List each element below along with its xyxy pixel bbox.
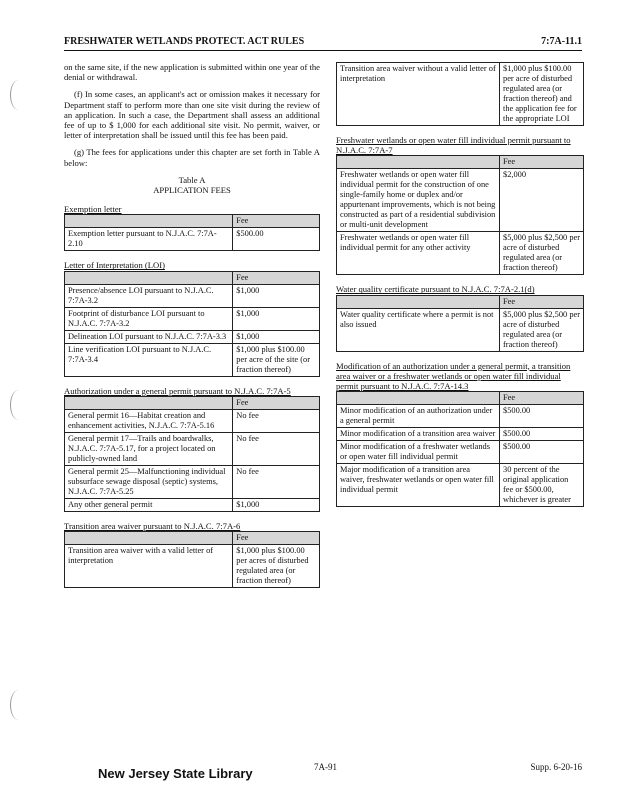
fee-table: [64, 531, 320, 588]
fee-amount: $1,000: [233, 307, 320, 330]
fee-section-title: Freshwater wetlands or open water fill individual permit pursuant to N.J.A.C. 7:7A-7: [336, 135, 571, 156]
fee-item: General permit 25—Malfunctioning individual subsurface sewage disposal (septic) systems, N.J.A.C. 7:7A-5.25: [65, 465, 233, 498]
fee-row: [337, 464, 584, 507]
fee-table: [336, 295, 584, 352]
fee-item: Transition area waiver without a valid letter of interpretation: [337, 63, 500, 126]
fee-row: [337, 405, 584, 428]
right-fee-sections: [336, 135, 584, 507]
fee-row: [337, 428, 584, 441]
fee-row: [65, 343, 320, 376]
fee-amount: $1,000: [233, 498, 320, 511]
fee-amount: No fee: [233, 409, 320, 432]
fee-header-blank: [65, 215, 233, 228]
fee-item: Line verification LOI pursuant to N.J.A.C. 7:7A-3.4: [65, 343, 233, 376]
fee-item: Minor modification of an authorization under a general permit: [337, 405, 500, 428]
continued-fee-table: [336, 62, 584, 126]
fee-table: [64, 396, 320, 512]
fee-row: [337, 232, 584, 275]
fee-table: [336, 155, 584, 275]
fee-section-title: Exemption letter: [64, 204, 122, 215]
fee-table: [64, 214, 320, 251]
table-subtitle: APPLICATION FEES: [153, 185, 231, 196]
paragraph-g: (g) The fees for applications under this chapter are set forth in Table A below:: [64, 147, 320, 168]
fee-row: [65, 465, 320, 498]
fee-section-title: Letter of Interpretation (LOI): [64, 260, 165, 271]
fee-row: [65, 284, 320, 307]
fee-header-blank: [65, 271, 233, 284]
supplement-date: Supp. 6-20-16: [530, 762, 582, 772]
fee-amount: $5,000 plus $2,500 per acre of disturbed regulated area (or fraction thereof): [500, 232, 584, 275]
fee-item: Exemption letter pursuant to N.J.A.C. 7:7A-2.10: [65, 228, 233, 251]
fee-item: Freshwater wetlands or open water fill individual permit for any other activity: [337, 232, 500, 275]
fee-header: Fee: [233, 396, 320, 409]
fee-row: [65, 409, 320, 432]
header-title: FRESHWATER WETLANDS PROTECT. ACT RULES: [64, 36, 305, 47]
left-column: [64, 62, 320, 588]
binder-hole-mark: [10, 80, 27, 110]
fee-header: Fee: [500, 295, 584, 308]
fee-section-title: Authorization under a general permit pursuant to N.J.A.C. 7:7A-5: [64, 385, 291, 396]
fee-item: Major modification of a transition area waiver, freshwater wetlands or open water fill individual permit: [337, 464, 500, 507]
fee-amount: $1,000: [233, 284, 320, 307]
fee-header: Fee: [500, 392, 584, 405]
fee-section-title: Water quality certificate pursuant to N.J.A.C. 7:7A-2.1(d): [336, 284, 535, 295]
fee-item: Transition area waiver with a valid letter of interpretation: [65, 545, 233, 588]
fee-row: [337, 169, 584, 232]
fee-item: Water quality certificate where a permit is not also issued: [337, 308, 500, 351]
fee-table: [336, 391, 584, 507]
page-number: 7A-91: [314, 762, 337, 772]
fee-item: Presence/absence LOI pursuant to N.J.A.C. 7:7A-3.2: [65, 284, 233, 307]
fee-item: General permit 16—Habitat creation and enhancement activities, N.J.A.C. 7:7A-5.16: [65, 409, 233, 432]
binder-hole-mark: [10, 390, 27, 420]
fee-header: Fee: [233, 271, 320, 284]
fee-header-blank: [65, 532, 233, 545]
fee-row: [65, 498, 320, 511]
fee-item: Footprint of disturbance LOI pursuant to N.J.A.C. 7:7A-3.2: [65, 307, 233, 330]
paragraph-f: (f) In some cases, an applicant's act or omission makes it necessary for Department staff to perform more than one site visit during the review of an application. In such a case, the Department shall assess an additional fee of up to $ 1,000 for each additional site visit. No permit, waiver, or letter of interpretation shall be issued until this fee has been paid.: [64, 89, 320, 141]
fee-header: Fee: [233, 532, 320, 545]
fee-header-blank: [337, 156, 500, 169]
fee-header-blank: [65, 396, 233, 409]
fee-item: Minor modification of a freshwater wetlands or open water fill individual permit: [337, 441, 500, 464]
fee-amount: $500.00: [500, 405, 584, 428]
fee-amount: $500.00: [233, 228, 320, 251]
fee-row: [65, 545, 320, 588]
fee-table: [64, 271, 320, 377]
left-fee-sections: [64, 204, 320, 588]
fee-amount: $5,000 plus $2,500 per acre of disturbed regulated area (or fraction thereof): [500, 308, 584, 351]
fee-section-title: Transition area waiver pursuant to N.J.A.C. 7:7A-6: [64, 520, 241, 531]
right-column: [336, 62, 584, 507]
fee-item: Delineation LOI pursuant to N.J.A.C. 7:7A-3.3: [65, 330, 233, 343]
fee-amount: $2,000: [500, 169, 584, 232]
paragraph-1: on the same site, if the new application is submitted within one year of the denial or withdrawal.: [64, 62, 320, 83]
fee-amount: $1,000: [233, 330, 320, 343]
fee-section-title: Modification of an authorization under a general permit, a transition area waiver or a freshwater wetlands or open water fill individual permit pursuant to N.J.A.C. 7:7A-14.3: [336, 360, 571, 392]
table-title: Table A: [178, 174, 206, 185]
page-footer: [64, 762, 582, 782]
library-stamp: New Jersey State Library: [98, 766, 253, 781]
fee-item: Freshwater wetlands or open water fill individual permit for the construction of one single-family home or duplex and/or appurtenant improvements, which is not being constructed as part of a residential subdivision or multi-unit development: [337, 169, 500, 232]
fee-item: Any other general permit: [65, 498, 233, 511]
fee-header-blank: [337, 295, 500, 308]
fee-row: [65, 330, 320, 343]
fee-amount: No fee: [233, 432, 320, 465]
running-header: [64, 36, 582, 51]
fee-row: [65, 307, 320, 330]
fee-amount: $500.00: [500, 441, 584, 464]
fee-amount: No fee: [233, 465, 320, 498]
fee-row: [337, 63, 584, 126]
fee-row: [337, 308, 584, 351]
fee-header-blank: [337, 392, 500, 405]
fee-row: [65, 432, 320, 465]
fee-amount: 30 percent of the original application fee or $500.00, whichever is greater: [500, 464, 584, 507]
fee-amount: $1,000 plus $100.00 per acre of disturbed regulated area (or fraction thereof) and the application fee for the appropriate LOI: [500, 63, 584, 126]
fee-header: Fee: [500, 156, 584, 169]
binder-hole-mark: [10, 690, 27, 720]
fee-amount: $1,000 plus $100.00 per acres of disturbed regulated area (or fraction thereof): [233, 545, 320, 588]
fee-row: [337, 441, 584, 464]
fee-item: Minor modification of a transition area waiver: [337, 428, 500, 441]
fee-row: [65, 228, 320, 251]
header-code: 7:7A-11.1: [541, 36, 582, 47]
fee-header: Fee: [233, 215, 320, 228]
fee-item: General permit 17—Trails and boardwalks, N.J.A.C. 7:7A-5.17, for a project located on publicly-owned land: [65, 432, 233, 465]
fee-amount: $1,000 plus $100.00 per acre of the site (or fraction thereof): [233, 343, 320, 376]
fee-amount: $500.00: [500, 428, 584, 441]
